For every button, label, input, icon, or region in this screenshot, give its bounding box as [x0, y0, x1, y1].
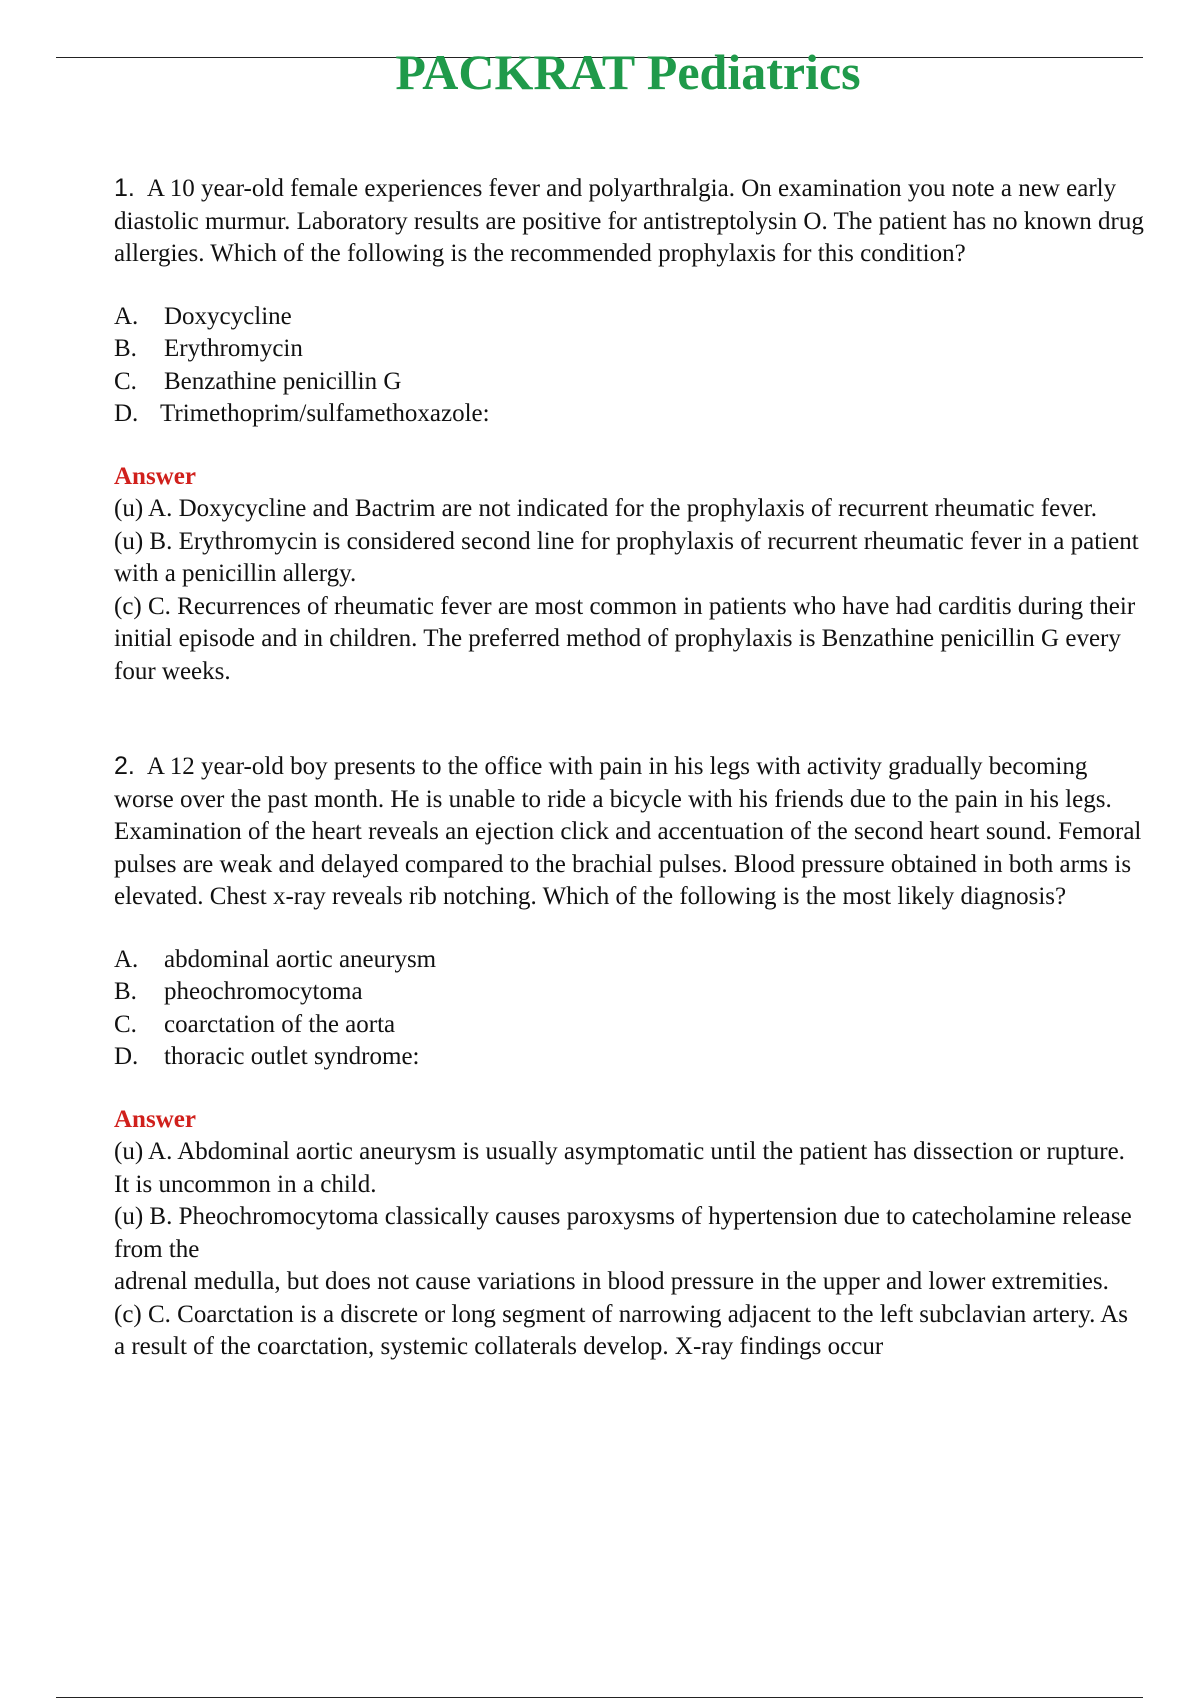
document-body [114, 172, 1144, 1364]
question-1-explanations [114, 493, 1144, 688]
question-1-options [114, 301, 1144, 431]
explanation-paragraph: (c) C. Recurrences of rheumatic fever are most common in patients who have had carditis during their initial episode and in children. The preferred method of prophylaxis is Benzathine penicillin G every four weeks. [114, 592, 1136, 685]
question-block-1 [114, 172, 1144, 688]
question-1-answer-heading: Answer [114, 462, 196, 490]
bottom-rule [56, 1697, 1143, 1698]
question-1-stem: A 10 year-old female experiences fever and polyarthralgia. On examination you note a new early diastolic murmur. Laboratory results are positive for antistreptolysin O. The patient has no known drug allergies. Which of the following is the recommended prophylaxis for this condition? [114, 175, 1144, 267]
option-letter: D. [114, 1043, 139, 1070]
question-2-option-c [114, 1009, 1144, 1042]
option-text: thoracic outlet syndrome: [164, 1043, 420, 1070]
question-2-stem: A 12 year-old boy presents to the office with pain in his legs with activity gradually becoming worse over the past month. He is unable to ride a bicycle with his friends due to the pain in his legs. Examination of the heart reveals an ejection click and accentuation of the second heart sound. Femoral pulses are weak and delayed compared to the brachial pulses. Blood pressure obtained in both arms is elevated. Chest x-ray reveals rib notching. Which of the following is the most likely diagnosis? [114, 753, 1142, 910]
option-letter: B. [114, 978, 137, 1005]
explanation-paragraph: adrenal medulla, but does not cause variations in blood pressure in the upper and lower extremities. [114, 1268, 1109, 1295]
option-text: Benzathine penicillin G [164, 367, 402, 395]
explanation-paragraph: (u) B. Pheochromocytoma classically causes paroxysms of hypertension due to catecholamine release from the [114, 1203, 1132, 1263]
option-text: pheochromocytoma [164, 978, 363, 1005]
question-2-option-a [114, 944, 1144, 977]
option-letter: C. [114, 1010, 137, 1038]
question-1-option-a [114, 301, 1144, 334]
document-title: PACKRAT Pediatrics [395, 44, 861, 100]
option-text: Trimethoprim/sulfamethoxazole: [160, 400, 490, 427]
option-letter: A. [114, 945, 139, 973]
explanation-paragraph: (u) A. Doxycycline and Bactrim are not indicated for the prophylaxis of recurrent rheumatic fever. [114, 495, 1097, 522]
question-2-option-b [114, 976, 1144, 1009]
question-1-option-b [114, 333, 1144, 366]
explanation-paragraph: (u) A. Abdominal aortic aneurysm is usually asymptomatic until the patient has dissection or rupture. It is uncommon in a child. [114, 1138, 1125, 1198]
option-text: abdominal aortic aneurysm [164, 945, 437, 973]
question-1-stem-paragraph [114, 172, 1144, 271]
question-1-option-d [114, 398, 1144, 431]
explanation-paragraph: (u) B. Erythromycin is considered second line for prophylaxis of recurrent rheumatic fever in a patient with a penicillin allergy. [114, 527, 1139, 587]
question-2-option-d [114, 1041, 1144, 1074]
option-letter: B. [114, 335, 137, 362]
option-text: coarctation of the aorta [164, 1010, 396, 1038]
option-letter: A. [114, 302, 139, 330]
question-2-number: 2. [114, 752, 135, 780]
explanation-paragraph: (c) C. Coarctation is a discrete or long segment of narrowing adjacent to the left subclavian artery. As a result of the coarctation, systemic collaterals develop. X-ray findings occur [114, 1300, 1129, 1360]
option-text: Erythromycin [164, 335, 303, 362]
question-2-answer-heading: Answer [114, 1105, 196, 1133]
question-2-stem-paragraph [114, 750, 1144, 914]
question-2-options [114, 944, 1144, 1074]
option-letter: C. [114, 367, 137, 395]
option-letter: D. [114, 400, 139, 427]
question-1-number: 1. [114, 174, 135, 202]
question-block-2 [114, 750, 1144, 1364]
question-2-explanations [114, 1136, 1144, 1364]
question-1-option-c [114, 366, 1144, 399]
option-text: Doxycycline [164, 302, 292, 330]
